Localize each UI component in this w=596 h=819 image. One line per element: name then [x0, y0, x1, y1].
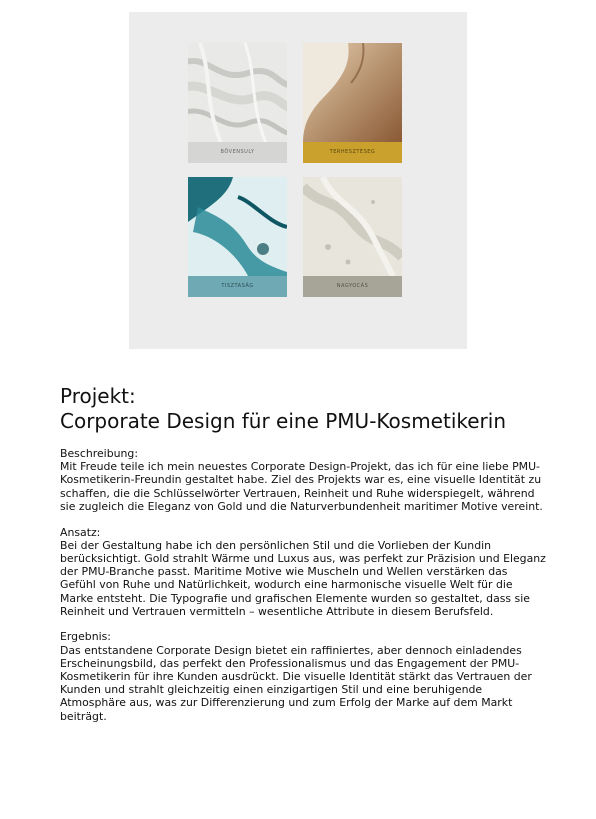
- tile-caption: TERHESZTÉSEG: [303, 142, 402, 163]
- foam-texture-image: [303, 177, 402, 276]
- section-ansatz: [60, 526, 546, 618]
- shoulder-photo-image: [303, 43, 402, 142]
- section-heading: Ansatz:: [60, 525, 101, 539]
- description-body: [60, 447, 546, 735]
- marble-texture-image: [188, 43, 287, 142]
- moodboard-image: [129, 12, 467, 349]
- section-ergebnis: [60, 630, 546, 722]
- section-text: Bei der Gestaltung habe ich den persönlichen Stil und die Vorlieben der Kundin berücksichtigt. Gold strahlt Wärme und Luxus aus, was perfekt zur Präzision und Eleganz der PMU-Branche passt. Maritime Motive wie Muscheln und Wellen verstärken das Gefühl von Ruhe und Natürlichkeit, wodurch eine harmonische visuelle Welt für die Marke entsteht. Die Typografie und grafischen Elemente wurden so gestaltet, dass sie Reinheit und Vertrauen vermitteln – wesentliche Attribute in diesem Berufsfeld.: [60, 538, 546, 618]
- section-text: Das entstandene Corporate Design bietet ein raffiniertes, aber dennoch einladendes Erscheinungsbild, das perfekt den Professionalismus und das Engagement der PMU-Kosmetikerin für ihre Kunden ausdrückt. Die visuelle Identität stärkt das Vertrauen der Kunden und strahlt gleichzeitig einen einzigartigen Stil und eine beruhigende Atmosphäre aus, was zur Differenzierung und zum Erfolg der Marke auf dem Markt beiträgt.: [60, 643, 532, 723]
- moodboard-tile-foam: [303, 177, 402, 297]
- section-heading: Ergebnis:: [60, 630, 111, 644]
- section-text: Mit Freude teile ich mein neuestes Corporate Design-Projekt, das ich für eine liebe PMU-Kosmetikerin-Freundin gestaltet habe. Ziel des Projekts war es, eine visuelle Identität zu schaffen, die die Schlüsselwörter Vertrauen, Reinheit und Ruhe widerspiegelt, während sie zugleich die Eleganz von Gold und die Naturverbundenheit maritimer Motive vereint.: [60, 460, 543, 513]
- moodboard-tile-water: [188, 177, 287, 297]
- tile-caption: BÖVENSULY: [188, 142, 287, 163]
- moodboard-tile-marble: [188, 43, 287, 163]
- section-beschreibung: [60, 447, 546, 513]
- moodboard-tile-shoulder: [303, 43, 402, 163]
- tile-caption: NAGYOCÁS: [303, 276, 402, 297]
- title-line-2: Corporate Design für eine PMU-Kosmetikerin: [60, 409, 507, 433]
- section-heading: Beschreibung:: [60, 447, 138, 460]
- teal-water-image: [188, 177, 287, 276]
- tile-caption: TISZTASÁG: [188, 276, 287, 297]
- page-title: [60, 384, 570, 434]
- title-line-1: Projekt:: [60, 384, 136, 408]
